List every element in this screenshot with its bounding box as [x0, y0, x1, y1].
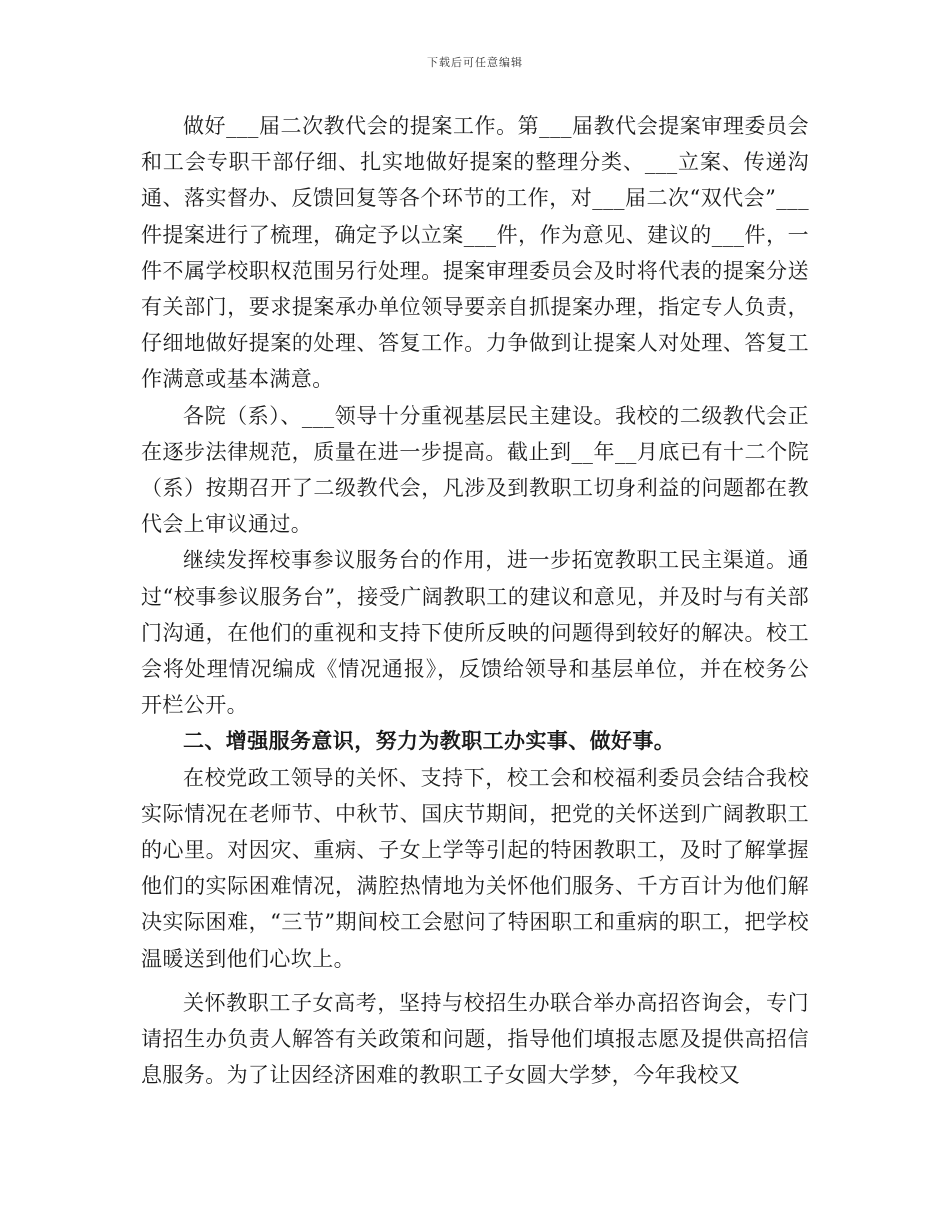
- paragraph-service-desk: 继续发挥校事参议服务台的作用，进一步拓宽教职工民主渠道。通过“校事参议服务台”，接受广阔教职工的建议和意见，并及时与有关部门沟通，在他们的重视和支持下使所反映的问题得到较好的解决。校工会将处理情况编成《情况通报》，反馈给领导和基层单位，并在校务公开栏公开。: [141, 548, 809, 718]
- document-body: [141, 108, 809, 1093]
- paragraph-college-entrance: 关怀教职工子女高考，坚持与校招生办联合举办高招咨询会，专门请招生办负责人解答有关政策和问题，指导他们填报志愿及提供高招信息服务。为了让因经济困难的教职工子女圆大学梦，今年我校又: [141, 990, 809, 1088]
- paragraph-gap: [141, 977, 809, 985]
- section-heading-2: 二、增强服务意识，努力为教职工办实事、做好事。: [183, 728, 676, 754]
- header-note: 下载后可任意编辑: [427, 56, 523, 69]
- paragraph-proposal-work: 做好___届二次教代会的提案工作。第___届教代会提案审理委员会和工会专职干部仔细、扎实地做好提案的整理分类、___立案、传递沟通、落实督办、反馈回复等各个环节的工作，对___届二次“双代会”___件提案进行了梳理，确定予以立案___件，作为意见、建议的___件，一件不属学校职权范围另行处理。提案审理委员会及时将代表的提案分送有关部门，要求提案承办单位领导要亲自抓提案办理，指定专人负责，仔细地做好提案的处理、答复工作。力争做到让提案人对处理、答复工作满意或基本满意。: [141, 114, 809, 392]
- paragraph-grassroots-democracy: 各院（系）、___领导十分重视基层民主建设。我校的二级教代会正在逐步法律规范，质量在进一步提高。截止到__年__月底已有十二个院（系）按期召开了二级教代会，凡涉及到教职工切身利益的问题都在教代会上审议通过。: [141, 403, 809, 537]
- paragraph-care-staff: 在校党政工领导的关怀、支持下，校工会和校福利委员会结合我校实际情况在老师节、中秋节、国庆节期间，把党的关怀送到广阔教职工的心里。对因灾、重病、子女上学等引起的特困教职工，及时了解掌握他们的实际困难情况，满腔热情地为关怀他们服务、千方百计为他们解决实际困难，“三节”期间校工会慰问了特困职工和重病的职工，把学校温暖送到他们心坎上。: [141, 765, 809, 971]
